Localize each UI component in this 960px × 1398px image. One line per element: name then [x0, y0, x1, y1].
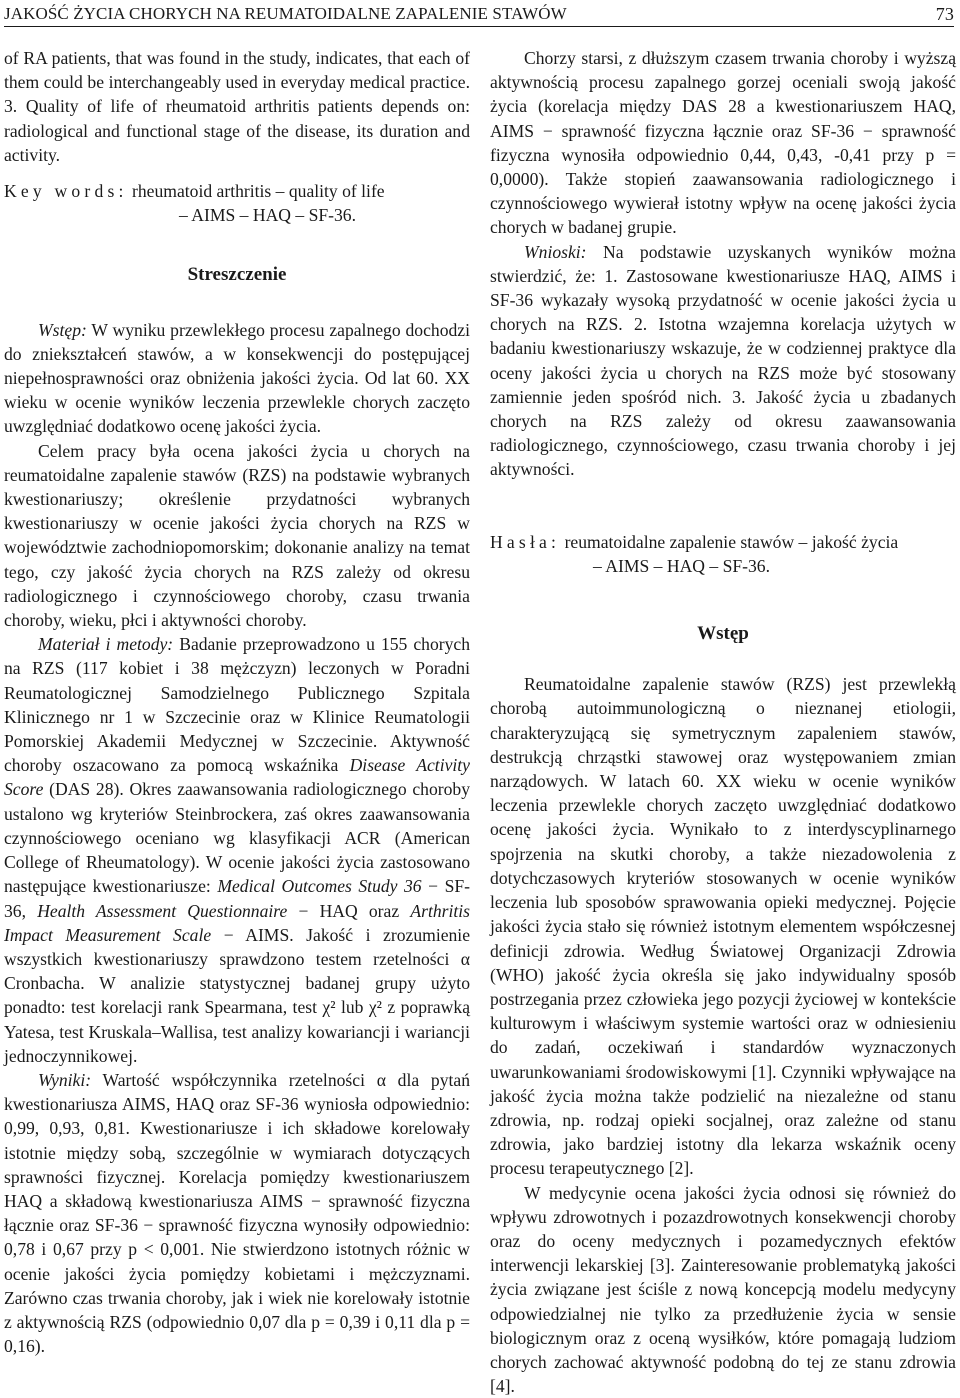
hasla-label: Hasła: [490, 531, 561, 552]
running-title: JAKOŚĆ ŻYCIA CHORYCH NA REUMATOIDALNE ZAPALENIE STAWÓW [4, 4, 567, 23]
wstep-paragraph [4, 318, 470, 439]
material-text-b: (DAS 28). Okres zaawansowania radiologicznego choroby ustalono wg kryteriów Steinbrockera, zaś okres zaawansowania czynnościowego oceniano wg klasyfikacji ACR (American College of Rheumatology). W ocenie jakości życia zastosowano następujące kwestionariusze: [4, 779, 470, 897]
chorzy-paragraph: Chorzy starsi, z dłuższym czasem trwania choroby i wyższą aktywnością procesu zapalnego gorzej oceniali swoją jakość życia (korelacja między DAS 28 a kwestionariuszem HAQ, AIMS − sprawność fizyczna łącznie oraz SF-36 − sprawność fizyczna wynosiła odpowiednio 0,44, 0,43, -0,41 przy p = 0,0000). Także stopień zaawansowania radiologicznego i czynnościowego wywierał istotny wpływ na ocenę jakości życia chorych w badanej grupie. [490, 48, 956, 238]
material-label: Materiał i metody: [38, 634, 174, 655]
wstep-heading: Wstęp [697, 623, 749, 645]
mos-term: Medical Outcomes Study 36 [217, 876, 422, 897]
intro-paragraph-2: W medycynie ocena jakości życia odnosi się również do wpływu zdrowotnych i pozazdrowotnych konsekwencji choroby oraz do oceny medycznych i pozamedycznych efektów interwencji lekarskiej [3]. Zainteresowanie problematyką jakości życia związane jest ściśle z nową koncepcją modelu medycyny odpowiedzialnej nie tylko za przedłużenie życia w sensie biologicznym oraz z oceną wysiłków, które pomagają ludziom chorych zachować aktywność podobną do tej ze stanu zdrowia [4]. [490, 1182, 956, 1397]
celem-paragraph: Celem pracy była ocena jakości życia u chorych na reumatoidalne zapalenie stawów (RZS) na podstawie wybranych kwestionariuszy; określenie przydatności wybranych kwestionariuszy w ocenie jakości życia chorych na RZS w województwie zachodniopomorskim; dokonanie analizy na temat tego, czy jakość życia chorych na RZS zależy od okresu radiologicznego i czynnościowego choroby, czasu trwania choroby, wieku, płci i aktywności choroby. [4, 440, 470, 631]
english-abstract-end: of RA patients, that was found in the study, indicates, that each of them could be interchangeably used in everyday medical practice. 3. Quality of life of rheumatoid arthritis patients depends on: radiological and functional stage of the disease, its duration and activity. [4, 48, 470, 165]
streszczenie-heading: Streszczenie [187, 264, 287, 286]
aims-term: Arthritis Impact Measurement Scale [4, 900, 470, 945]
material-text-a: Badanie przeprowadzono u 155 chorych na RZS (117 kobiet i 38 mężczyzn) leczonych w Poradni Reumatologicznej Samodzielnego Publicznego Szpitala Klinicznego nr 1 w Szczecinie oraz w Klinice Reumatologii Pomorskiej Akademii Medycznej w Szczecinie. Aktywność choroby oszacowano za pomocą wskaźnika [4, 634, 471, 776]
keywords-line1: rheumatoid arthritis – quality of life [132, 181, 385, 202]
page-number: 73 [935, 4, 954, 24]
keywords-line2: – AIMS – HAQ – SF-36. [179, 205, 356, 226]
material-text-e: − AIMS. Jakość i zrozumienie wszystkich kwestionariuszy sprawdzono testem rzetelności α Cronbacha. W analizie statystycznej badanej grupy użyto ponadto: test korelacji rank Spearmana, test χ² lub χ² z poprawką Yatesa, test Kruskala–Wallisa, test analizy kowariancji i wariancji jednoczynnikowej. [4, 924, 471, 1066]
wnioski-paragraph [490, 240, 956, 482]
wstep-text: W wyniku przewlekłego procesu zapalnego dochodzi do zniekształceń stawów, a w konsekwencji do postępującej niepełnosprawności oraz obniżenia jakości życia. Od lat 60. XX wieku w ocenie wyników leczenia przewlekle chorych zaczęto uwzględniać dodatkowo ocenę jakości życia. [4, 319, 470, 437]
material-paragraph [4, 632, 470, 1068]
wyniki-label: Wyniki: [38, 1069, 92, 1090]
wnioski-text: Na podstawie uzyskanych wyników można stwierdzić, że: 1. Zastosowane kwestionariusze HAQ, AIMS i SF-36 wykazały wysoką przydatność w ocenie jakości życia u chorych na RZS. 2. Istotna wzajemna korelacja użytych w badaniu kwestionariuszy wskazuje, że w codziennej praktyce dla oceny jakości życia u chorych na RZS może być stosowany zamiennie jeden spośród nich. 3. Jakość życia u zbadanych chorych na RZS zależy od okresu zaawansowania radiologicznego, czynnościowego, czasu trwania choroby i jej aktywności. [490, 241, 956, 480]
wstep-label: Wstęp: [38, 319, 87, 340]
das-term: Disease Activity Score [4, 755, 470, 800]
right-column [490, 46, 956, 1398]
hasla-line1: reumatoidalne zapalenie stawów – jakość życia [564, 531, 899, 552]
left-column [4, 46, 470, 1358]
keywords-label: Key words: [4, 181, 128, 202]
wnioski-label: Wnioski: [524, 241, 587, 262]
page-header [4, 4, 954, 27]
polish-keywords [490, 530, 956, 578]
wyniki-text: Wartość współczynnika rzetelności α dla pytań kwestionariusza AIMS, HAQ oraz SF-36 wyniosła odpowiednio: 0,99, 0,93, 0,81. Kwestionariusze i ich składowe korelowały istotnie między sobą, szczególnie w wymiarach dotyczących sprawności fizycznej. Korelacja pomiędzy kwestionariuszem HAQ a składową kwestionariusza AIMS − sprawność fizyczna łącznie oraz SF-36 − sprawność fizyczna wynosiły odpowiednio: 0,78 i 0,67 przy p < 0,001. Nie stwierdzono istotnych różnic w ocenie jakości życia pomiędzy kobietami i mężczyznami. Zarówno czas trwania choroby, jak i wiek nie korelowały istotnie z aktywnością RZS (odpowiednio 0,07 dla p = 0,39 i 0,11 dla p = 0,16). [4, 1069, 470, 1357]
intro-paragraph-1: Reumatoidalne zapalenie stawów (RZS) jest przewlekłą chorobą autoimmunologiczną o nieznanej etiologii, charakteryzującą się symetrycznym zapaleniem stawów, destrukcją chrząstki stawowej oraz występowaniem zmian narządowych. W latach 60. XX wieku w ocenie wyników leczenia przewlekle chorych zaczęto uwzględniać dodatkowo ocenę jakości życia. Wynikało to z interdyscyplinarnego spojrzenia na skutki choroby, a także niezadowolenia z dotychczasowych kryteriów stosowanych w ocenie wyników leczenia lub sposobów sprawowania opieki medycznej. Pojęcie jakości życia stało się również istotnym elementem współczesnej definicji zdrowia. Według Światowej Organizacji Zdrowia (WHO) jakość życia określa się jako indywidualny sposób postrzegania przez człowieka jego pozycji życiowej w kontekście kulturowym i właściwym systemie wartości oraz w odniesieniu do zadań, oczekiwań i standardów wyznaczonych uwarunkowaniami środowiskowymi [1]. Czynniki wpływające na jakość życia można także podzielić na niezależne od stanu zdrowia, np. rodzaj opieki socjalnej, oraz zależne od stanu zdrowia, jako bardziej istotny dla lekarza wskaźnik oceny procesu terapeutycznego [2]. [490, 674, 956, 1179]
english-keywords [4, 179, 470, 227]
haq-term: Health Assessment Questionnaire [37, 900, 288, 921]
material-text-c: − SF-36, [4, 876, 470, 921]
material-text-d: − HAQ oraz [298, 900, 400, 921]
hasla-line2: – AIMS – HAQ – SF-36. [593, 555, 770, 576]
wyniki-paragraph [4, 1068, 470, 1358]
